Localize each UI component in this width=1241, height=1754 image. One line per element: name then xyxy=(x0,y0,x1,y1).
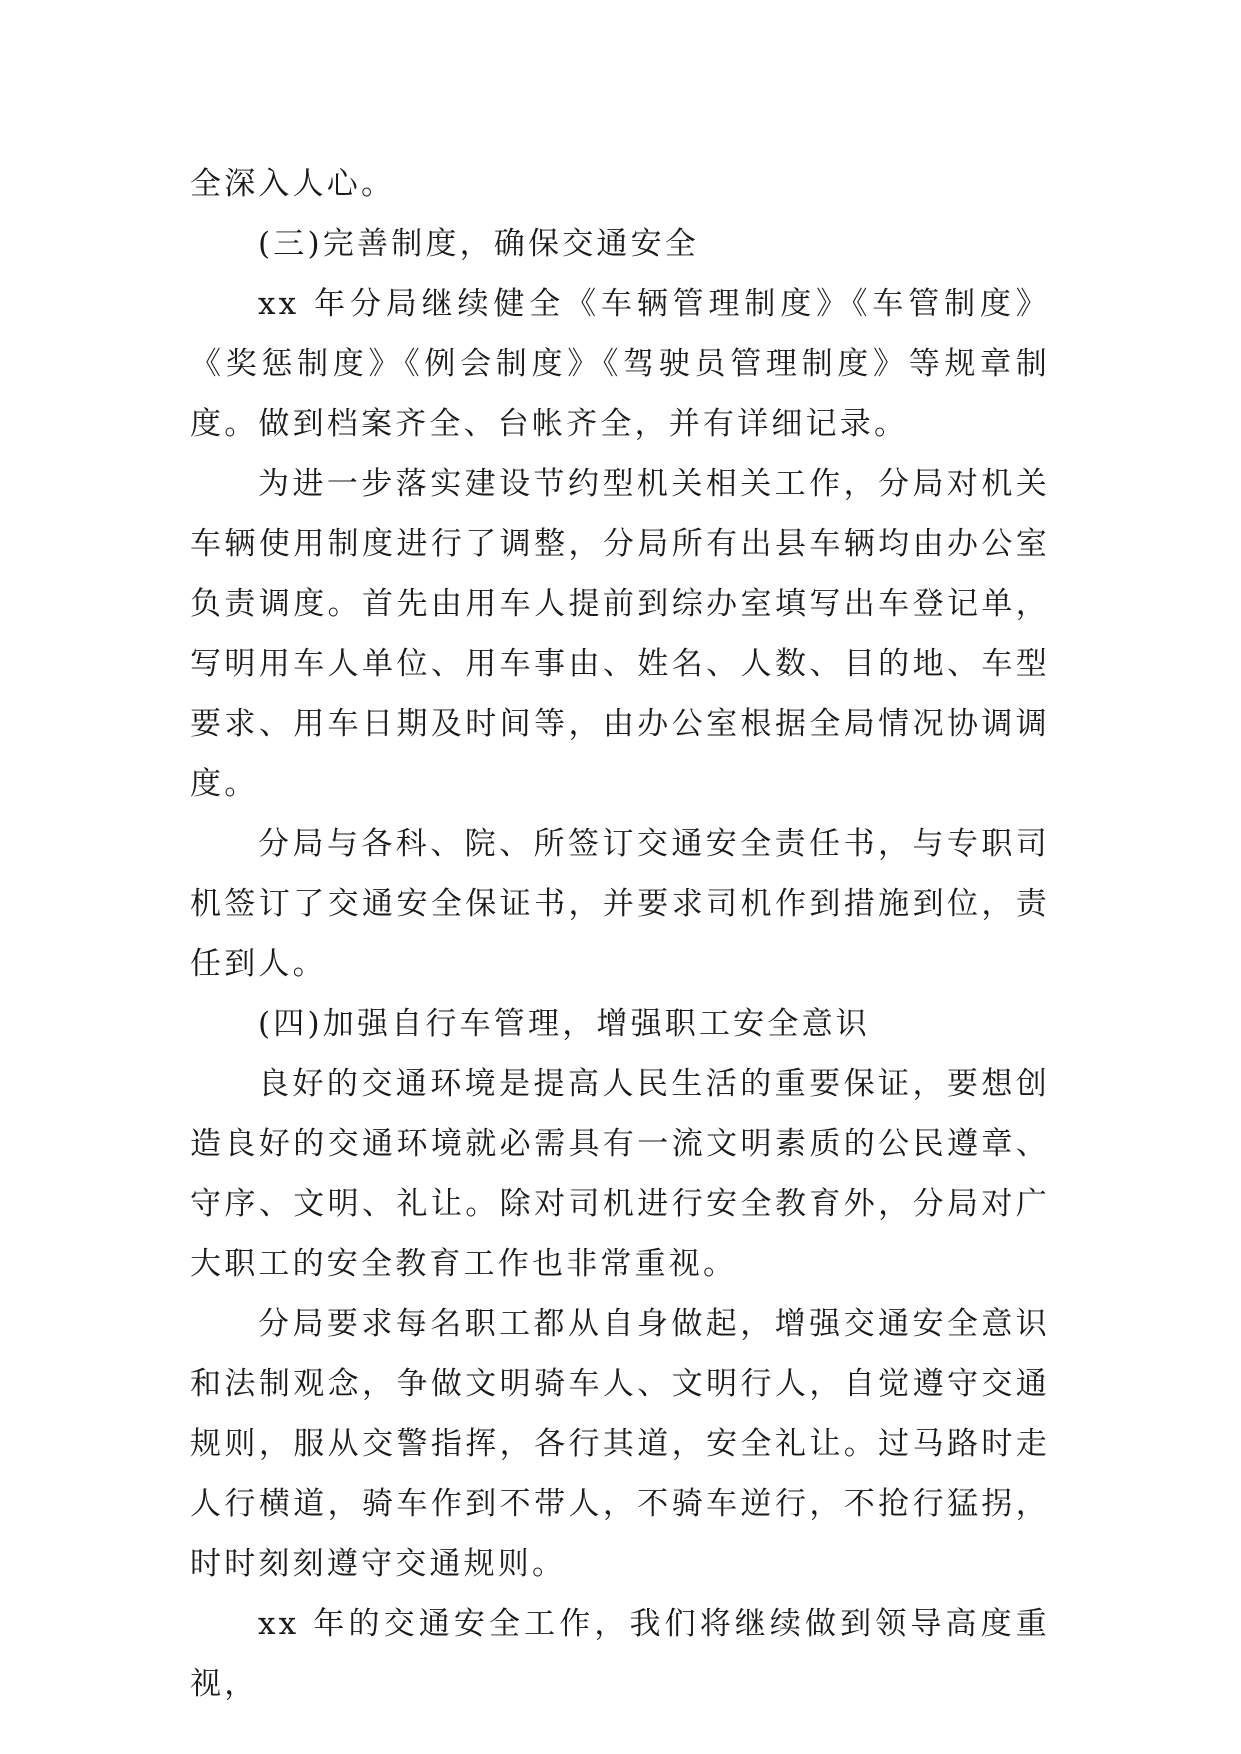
paragraph-next-year: xx 年的交通安全工作，我们将继续做到领导高度重视， xyxy=(190,1606,1050,1702)
section-heading-three: (三)完善制度，确保交通安全 xyxy=(258,226,699,262)
paragraph-vehicle-dispatch: 为进一步落实建设节约型机关相关工作，分局对机关车辆使用制度进行了调整，分局所有出县车辆均由办公室负责调度。首先由用车人提前到综办室填写出车登记单，写明用车人单位、用车事由、姓名、人数、目的地、车型要求、用车日期及时间等，由办公室根据全局情况协调调度。 xyxy=(190,466,1050,802)
paragraph-traffic-environment: 良好的交通环境是提高人民生活的重要保证，要想创造良好的交通环境就必需具有一流文明素质的公民遵章、守序、文明、礼让。除对司机进行安全教育外，分局对广大职工的安全教育工作也非常重视。 xyxy=(190,1066,1050,1282)
paragraph-responsibility: 分局与各科、院、所签订交通安全责任书，与专职司机签订了交通安全保证书，并要求司机作到措施到位，责任到人。 xyxy=(190,826,1050,982)
document-body xyxy=(190,154,1050,1714)
section-heading-four: (四)加强自行车管理，增强职工安全意识 xyxy=(258,1006,870,1042)
paragraph-continuation: 全深入人心。 xyxy=(190,166,396,202)
paragraph-staff-requirements: 分局要求每名职工都从自身做起，增强交通安全意识和法制观念，争做文明骑车人、文明行人，自觉遵守交通规则，服从交警指挥，各行其道，安全礼让。过马路时走人行横道，骑车作到不带人，不骑车逆行，不抢行猛拐，时时刻刻遵守交通规则。 xyxy=(190,1306,1050,1582)
paragraph-regulations: xx 年分局继续健全《车辆管理制度》《车管制度》《奖惩制度》《例会制度》《驾驶员管理制度》等规章制度。做到档案齐全、台帐齐全，并有详细记录。 xyxy=(190,286,1050,442)
